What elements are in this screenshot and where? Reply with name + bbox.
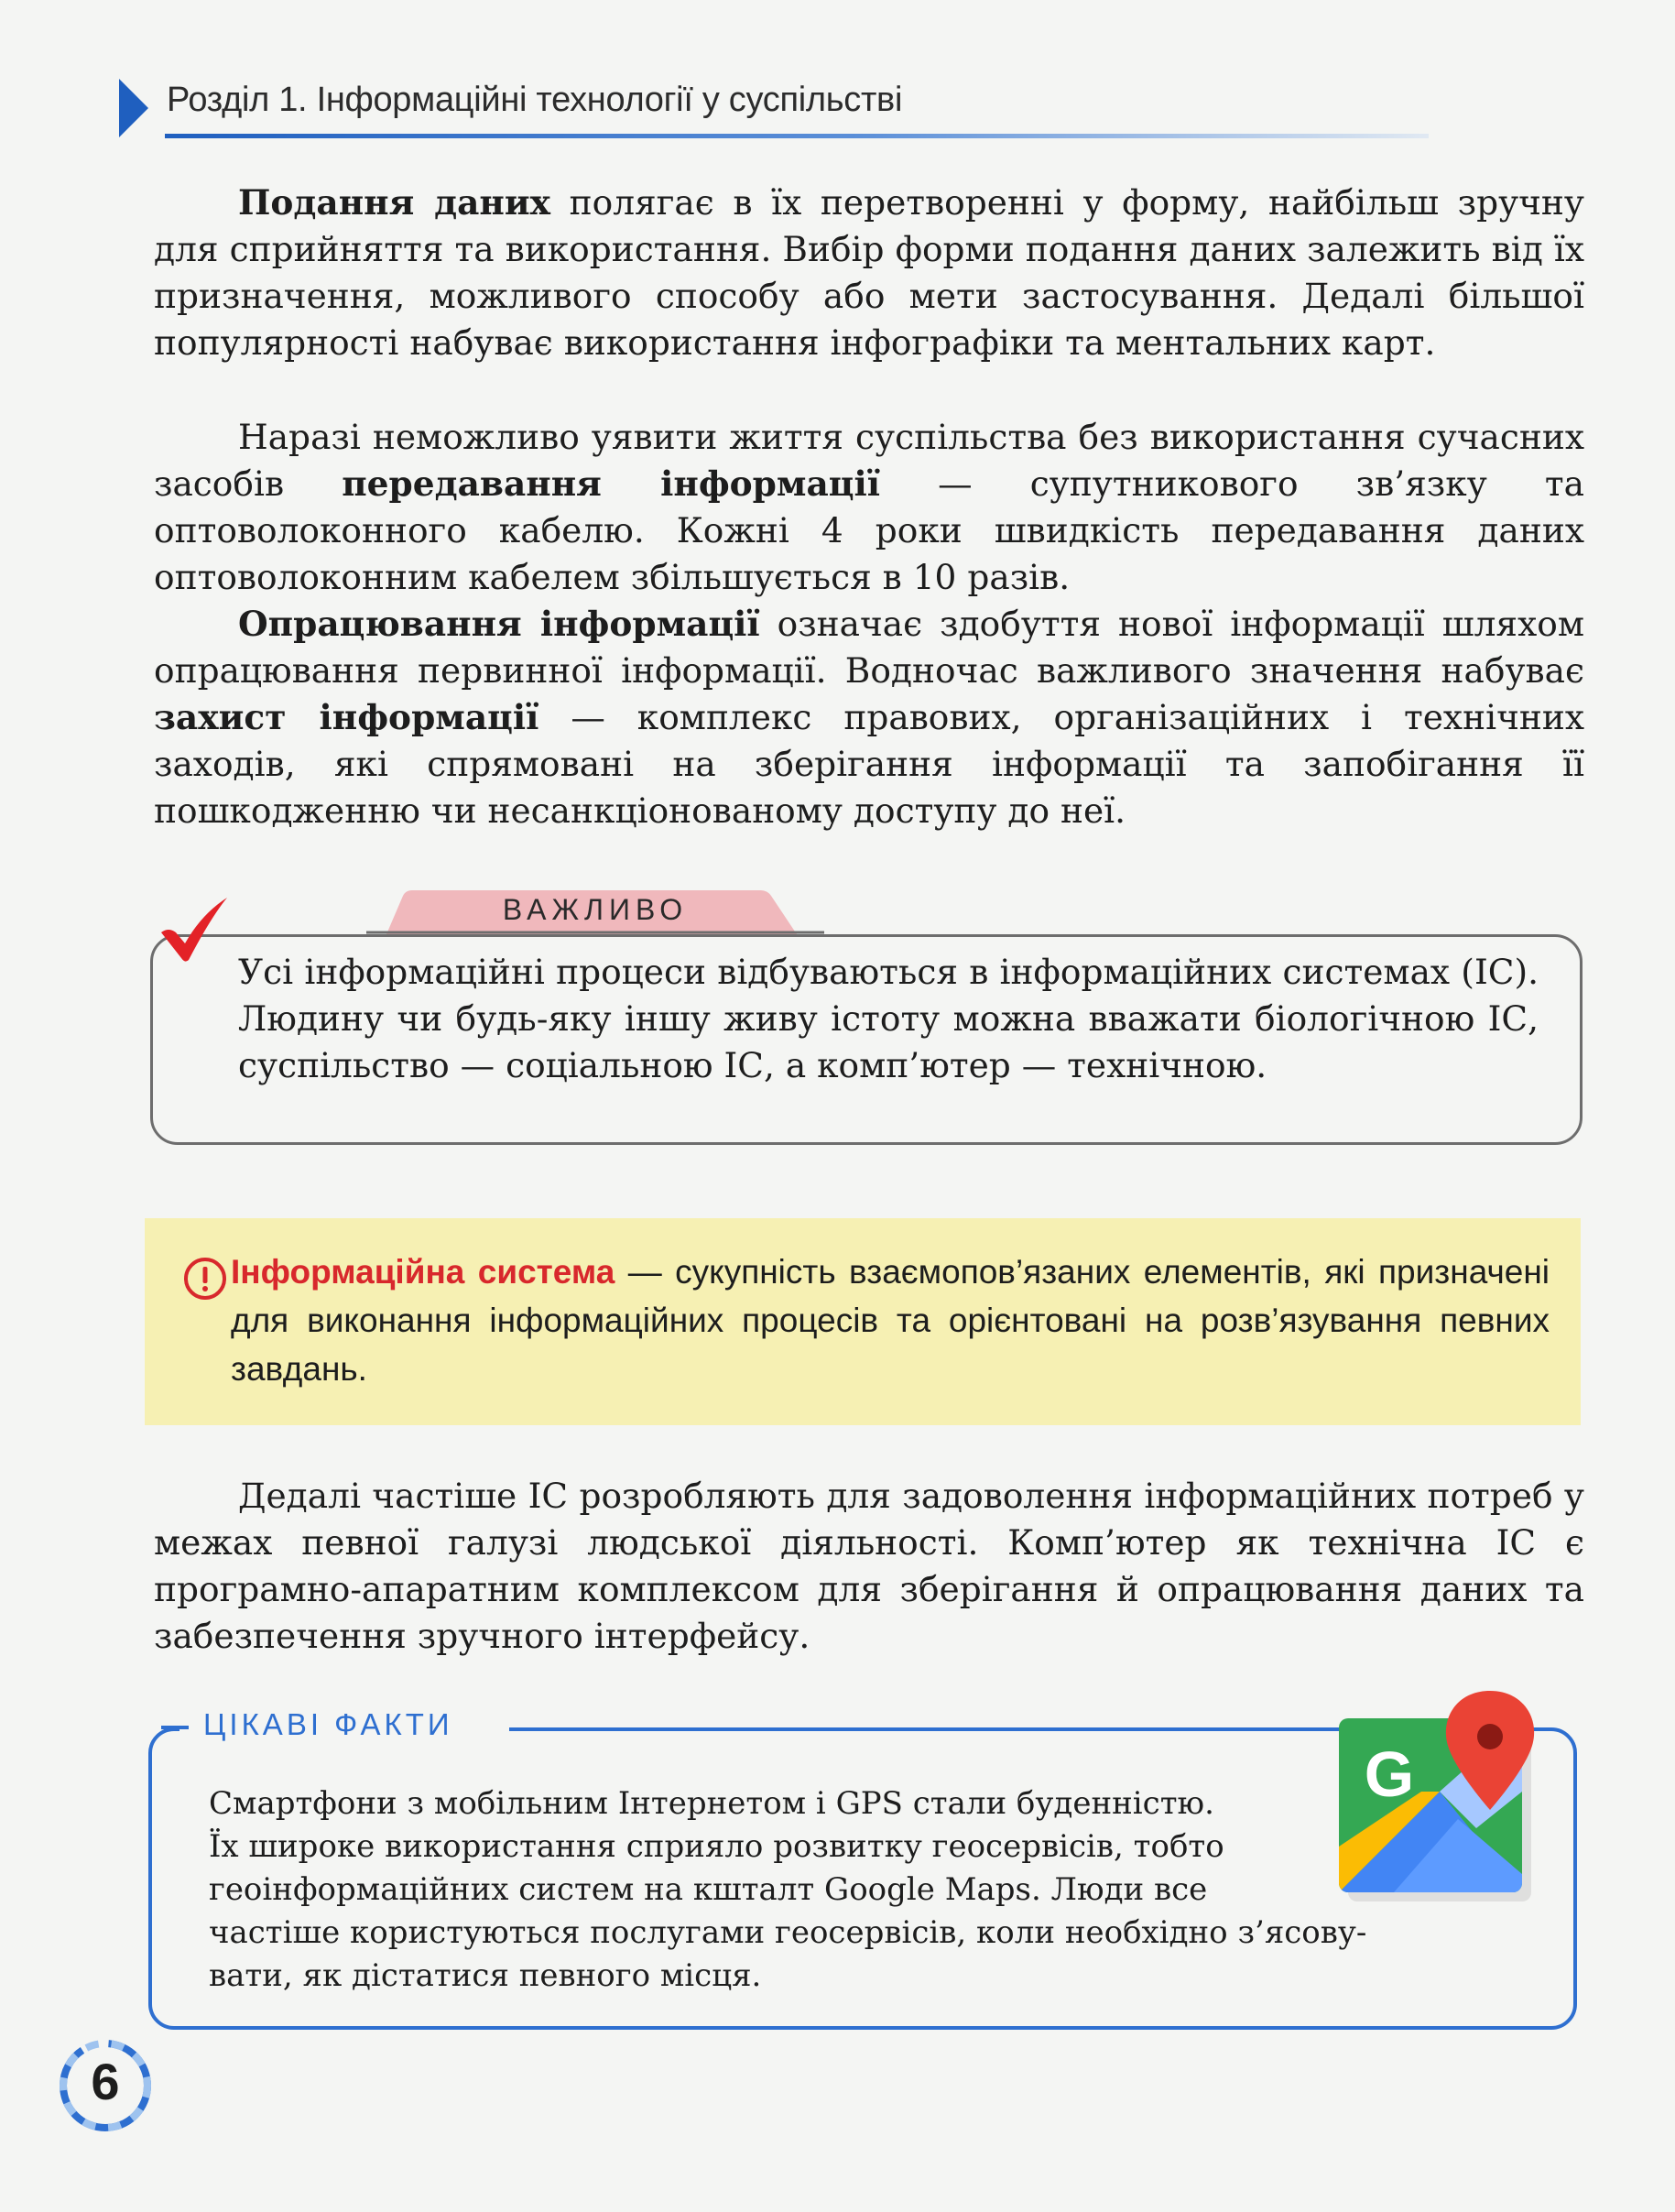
paragraph-data-presentation xyxy=(154,180,1584,366)
header-rule xyxy=(165,134,1429,138)
chapter-title: Розділ 1. Інформаційні технології у суспільстві xyxy=(167,81,903,119)
facts-label: ЦІКАВІ ФАКТИ xyxy=(203,1707,453,1741)
definition-body: — сукупність взаємопов’язаних елементів, які призначені для виконання інформаційних процесів та орієнтовані на розв’язування певних завдань. xyxy=(231,1253,1550,1388)
facts-line: частіше користуються послугами геосервісів, коли необхідно з’ясову- xyxy=(209,1914,1367,1951)
facts-label-dash xyxy=(161,1726,189,1729)
important-text: Усі інформаційні процеси відбуваються в інформаційних системах (ІС). Людину чи будь-яку іншу живу істоту можна вважати біологічною ІС, суспільство — соціальною ІС, а комп’ютер — технічною. xyxy=(238,952,1539,1085)
facts-line: геоінформаційних систем на кшталт Google Maps. Люди все xyxy=(209,1871,1208,1908)
paragraph-text: означає здобуття нової інформації шляхом опрацювання первинної інформації. Водночас важливого значення набуває xyxy=(154,604,1584,691)
paragraph-text: полягає в їх перетворенні у форму, найбільш зручну для сприйняття та використання. Вибір форми подання даних залежить від їх призначення, можливого способу або мети застосування. Дедалі більшої популярності набуває використання інфографіки та ментальних карт. xyxy=(154,182,1584,363)
term-information-transmission: передавання інформації xyxy=(342,463,880,504)
paragraph-information-transmission xyxy=(154,414,1584,601)
maps-icon-letter: G xyxy=(1364,1738,1415,1810)
facts-line: Їх широке використання сприяло розвитку геосервісів, тобто xyxy=(209,1828,1224,1865)
term-information-processing: Опрацювання інформації xyxy=(238,604,760,644)
definition-term: Інформаційна система xyxy=(231,1253,615,1291)
chapter-arrow-icon xyxy=(119,79,148,137)
important-label: ВАЖЛИВО xyxy=(502,893,689,926)
page-number: 6 xyxy=(91,2053,120,2110)
facts-text xyxy=(209,1782,1436,1998)
paragraph-information-processing xyxy=(154,601,1584,834)
paragraph-text: — супутникового зв’язку та оптоволоконного кабелю. Кожні 4 роки швидкість передавання даних оптоволоконним кабелем збільшується в 10 разів. xyxy=(154,463,1585,597)
facts-line: вати, як дістатися певного місця. xyxy=(209,1957,762,1994)
paragraph-text: — комплекс правових, організаційних і технічних заходів, які спрямовані на зберігання інформації та запобігання її пошкодженню чи несанкціонованому доступу до неї. xyxy=(154,697,1585,831)
facts-line: Смартфони з мобільним Інтернетом і GPS стали буденністю. xyxy=(209,1785,1214,1822)
term-data-presentation: Подання даних xyxy=(238,182,551,223)
exclamation-icon xyxy=(183,1257,227,1301)
paragraph-is-development: Дедалі частіше ІС розробляють для задоволення інформаційних потреб у межах певної галузі людської діяльності. Комп’ютер як технічна ІС є програмно-апаратним комплексом для зберігання й опрацювання даних та забезпечення зручного інтерфейсу. xyxy=(154,1476,1584,1656)
google-maps-icon xyxy=(1339,1682,1559,1901)
definition-text xyxy=(231,1248,1550,1393)
paragraph-text: Наразі неможливо уявити життя суспільства без використання сучасних засобів xyxy=(154,417,1584,504)
term-information-protection: захист інформації xyxy=(154,697,539,737)
checkmark-icon xyxy=(158,896,231,964)
